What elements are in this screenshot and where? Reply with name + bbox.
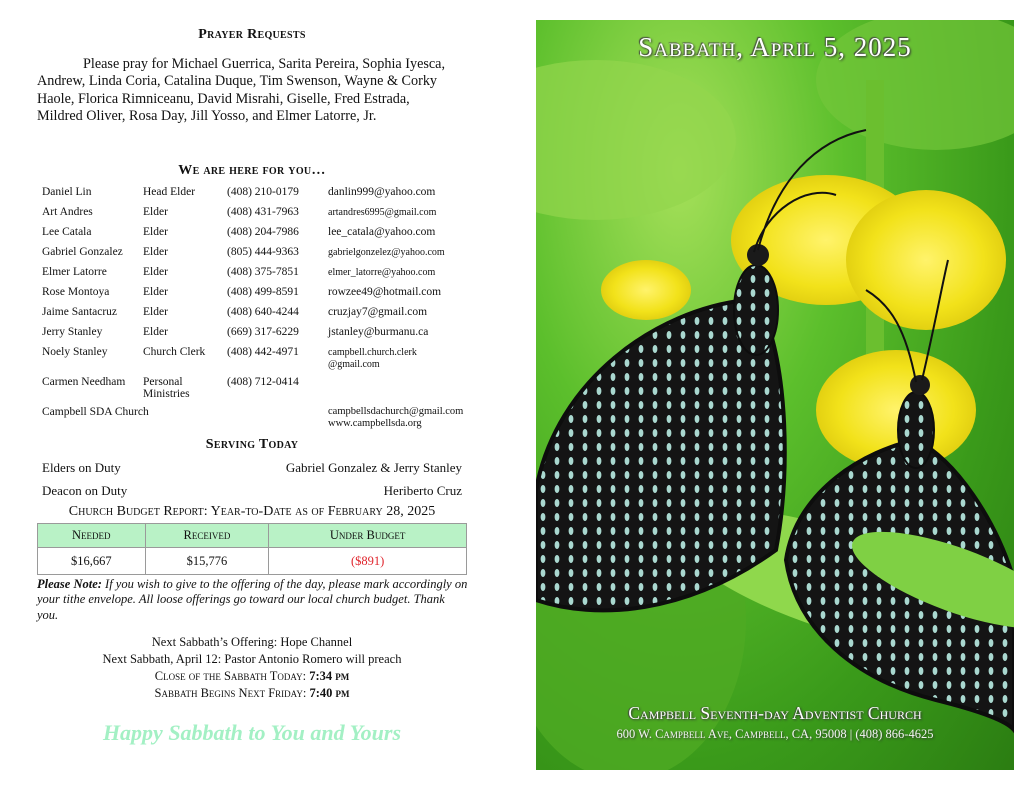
- contact-phone: (408) 210-0179: [227, 186, 299, 198]
- contact-phone: (408) 431-7963: [227, 206, 299, 218]
- next-offering: Next Sabbath’s Offering: Hope Channel: [151, 635, 353, 649]
- contact-role: Elder: [143, 266, 168, 278]
- contact-name: Art Andres: [42, 206, 93, 218]
- offering-note-text: If you wish to give to the offering of the day, please mark accordingly on your tithe envelope. All loose offerings go toward our local church budget. Thank you.: [37, 577, 468, 622]
- budget-header-row: [38, 524, 467, 548]
- budget-header-received: Received: [145, 524, 269, 548]
- contact-name: Rose Montoya: [42, 286, 110, 298]
- church-name: Campbell Seventh-day Adventist Church: [628, 703, 922, 723]
- contact-role: Elder: [143, 286, 168, 298]
- elders-on-duty-label: Elders on Duty: [42, 460, 121, 475]
- contact-role: Church Clerk: [143, 346, 206, 358]
- leaf-shape: [536, 60, 736, 220]
- contact-phone: (408) 499-8591: [227, 286, 299, 298]
- serving-today-heading: Serving Today: [205, 437, 299, 452]
- elders-on-duty-value: Gabriel Gonzalez & Jerry Stanley: [285, 460, 462, 475]
- contacts-heading: We are here for you…: [178, 163, 326, 178]
- budget-table: [37, 523, 467, 575]
- sabbath-begin-label: Sabbath Begins Next Friday:: [154, 686, 307, 700]
- contact-row: [42, 403, 482, 433]
- yellow-flower: [601, 260, 691, 320]
- sabbath-close-label: Close of the Sabbath Today:: [154, 669, 307, 683]
- budget-report-heading: Church Budget Report: Year-to-Date as of February 28, 2025: [68, 504, 436, 519]
- contact-name: Daniel Lin: [42, 186, 92, 198]
- contact-role-line2: Ministries: [143, 388, 190, 400]
- contact-row: [42, 323, 482, 343]
- contact-row: [42, 203, 482, 223]
- sabbath-begin-time: [0, 686, 504, 701]
- contact-row: [42, 183, 482, 203]
- contact-row: [42, 223, 482, 243]
- contact-phone: (408) 712-0414: [227, 376, 299, 388]
- contact-email: elmer_latorre@yahoo.com: [328, 267, 436, 278]
- contact-row: [42, 263, 482, 283]
- contact-row: [42, 373, 482, 403]
- yellow-flower: [846, 190, 1006, 330]
- contact-email: rowzee49@hotmail.com: [328, 286, 442, 298]
- contact-role: Elder: [143, 226, 168, 238]
- contact-phone: (805) 444-9363: [227, 246, 299, 258]
- butterfly-head: [910, 375, 930, 395]
- sabbath-begin-value: 7:40 pm: [309, 686, 350, 700]
- contact-email: [328, 347, 417, 371]
- butterfly-body: [734, 265, 778, 355]
- deacon-on-duty-value: Heriberto Cruz: [383, 483, 462, 498]
- contact-name: Elmer Latorre: [42, 266, 107, 278]
- contact-role-line1: Personal: [143, 376, 183, 388]
- church-website: www.campbellsda.org: [328, 418, 422, 429]
- contact-name: Lee Catala: [42, 226, 92, 238]
- budget-values-row: [38, 548, 467, 575]
- budget-header-under: Under Budget: [269, 524, 467, 548]
- contact-row: [42, 303, 482, 323]
- contact-name: Gabriel Gonzalez: [42, 246, 123, 258]
- contact-role: [143, 376, 190, 400]
- budget-under-value: ($891): [269, 548, 467, 575]
- contact-phone: (408) 442-4971: [227, 346, 299, 358]
- sabbath-close-time: [0, 669, 504, 684]
- contact-email: cruzjay7@gmail.com: [328, 306, 428, 318]
- contact-row: [42, 243, 482, 263]
- offering-note-label: Please Note:: [37, 577, 102, 591]
- contact-email: jstanley@burmanu.ca: [328, 326, 429, 338]
- contact-role: Head Elder: [143, 186, 196, 198]
- church-address: 600 W. Campbell Ave, Campbell, CA, 95008 | (408) 866-4625: [616, 727, 934, 741]
- contact-phone: (408) 375-7851: [227, 266, 299, 278]
- budget-header-needed: Needed: [38, 524, 146, 548]
- deacon-on-duty-label: Deacon on Duty: [42, 483, 128, 498]
- contact-email: [328, 406, 463, 430]
- contact-phone: (408) 640-4244: [227, 306, 299, 318]
- contact-name: Noely Stanley: [42, 346, 108, 358]
- contact-phone: (669) 317-6229: [227, 326, 299, 338]
- cover-date-title: Sabbath, April 5, 2025: [638, 32, 912, 62]
- offering-note: [37, 577, 469, 623]
- budget-needed-value: $16,667: [38, 548, 146, 575]
- bulletin-cover: [536, 20, 1014, 770]
- prayer-requests-heading: Prayer Requests: [198, 27, 306, 42]
- contact-email: lee_catala@yahoo.com: [328, 226, 436, 238]
- contact-row: [42, 283, 482, 303]
- prayer-requests-text: Please pray for Michael Guerrica, Sarita Pereira, Sophia Iyesca, Andrew, Linda Coria, Catalina Duque, Tim Swenson, Wayne & Corky Haole, Florica Rimniceanu, David Misrahi, Giselle, Fred Estrada, Mildred Oliver, Rosa Day, Jill Yosso, and Elmer Latorre, Jr.: [37, 56, 446, 125]
- contact-role: Elder: [143, 206, 168, 218]
- butterfly-photo: [536, 20, 1014, 770]
- contacts-list: [42, 183, 482, 433]
- contact-role: Elder: [143, 326, 168, 338]
- contact-email: gabrielgonzelez@yahoo.com: [328, 247, 445, 258]
- contact-name: Campbell SDA Church: [42, 406, 149, 418]
- closing-greeting: Happy Sabbath to You and Yours: [102, 720, 402, 745]
- next-preacher: Next Sabbath, April 12: Pastor Antonio Romero will preach: [102, 652, 402, 666]
- budget-received-value: $15,776: [145, 548, 269, 575]
- contact-name: Jerry Stanley: [42, 326, 103, 338]
- contact-email: danlin999@yahoo.com: [328, 186, 436, 198]
- contact-role: Elder: [143, 246, 168, 258]
- contact-name: Carmen Needham: [42, 376, 126, 388]
- contact-email-line1: campbell.church.clerk: [328, 347, 417, 358]
- contact-name: Jaime Santacruz: [42, 306, 118, 318]
- church-email: campbellsdachurch@gmail.com: [328, 406, 464, 417]
- contact-phone: (408) 204-7986: [227, 226, 299, 238]
- sabbath-close-value: 7:34 pm: [309, 669, 350, 683]
- contact-role: Elder: [143, 306, 168, 318]
- contact-email-line2: @gmail.com: [328, 359, 380, 370]
- contact-email: artandres6995@gmail.com: [328, 207, 437, 218]
- butterfly-body: [898, 392, 934, 468]
- contact-row: [42, 343, 482, 373]
